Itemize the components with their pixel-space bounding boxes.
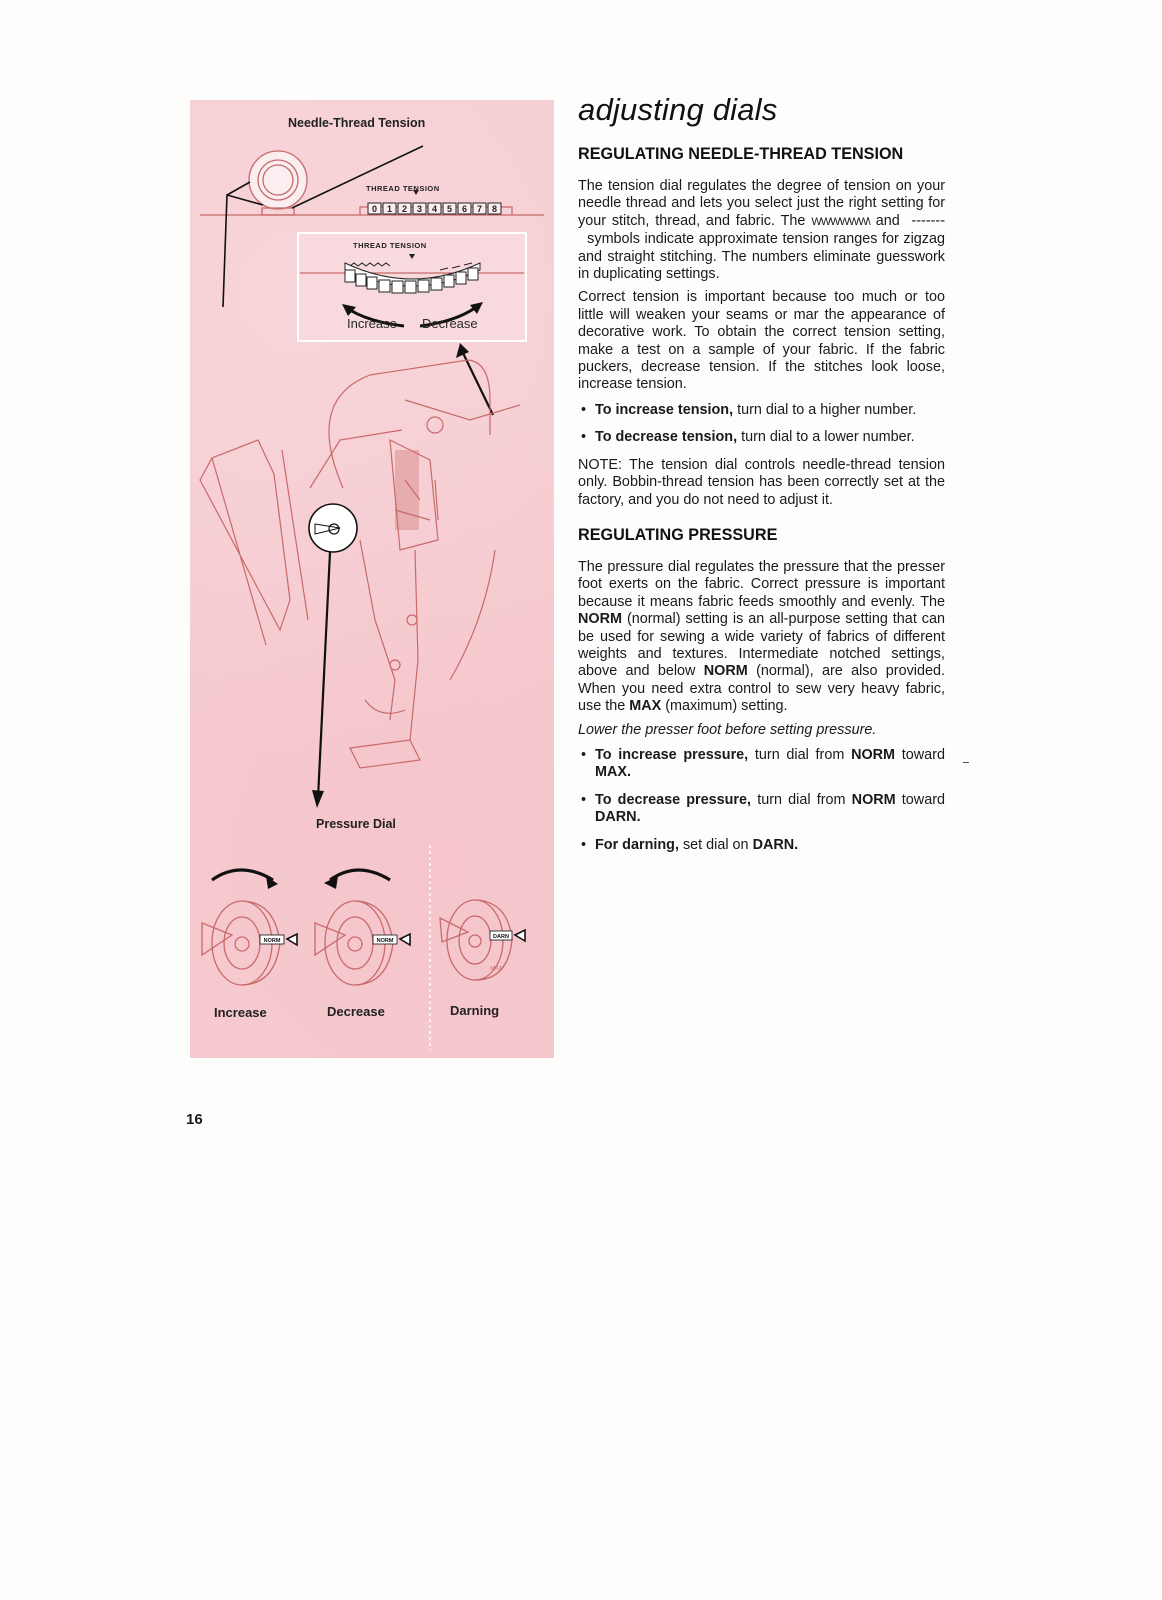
pressure-paragraph-1: The pressure dial regulates the pressure that the presser foot exerts on the fabric. Correct pressure is important because it means fabric feeds smoothly and evenly. The NORM (normal) setting is an all-purpose setting that can be used for sewing a wide variety of fabrics of different weights and textures. Intermediate notched settings, above and below NORM (normal), are also provided. When you need extra control to sew very heavy fabric, use the MAX (maximum) setting.: [578, 558, 945, 715]
tension-note: NOTE: The tension dial controls needle-thread tension only. Bobbin-thread tension has been correctly set at the factory, and you do not need to adjust it.: [578, 456, 945, 508]
svg-text:NORM: NORM: [263, 938, 281, 944]
svg-text:6: 6: [461, 204, 468, 214]
list-item: • To decrease pressure, turn dial from NORM toward DARN.: [578, 792, 945, 827]
thread-tension-label-top: THREAD TENSION: [366, 184, 440, 193]
zigzag-symbol: WWWWWW\: [811, 215, 870, 228]
inset-decrease-label: Decrease: [422, 316, 478, 331]
dial-label-darning: Darning: [450, 1003, 500, 1018]
tension-paragraph-2: Correct tension is important because too much or too little will weaken your seams or mar the appearance of decorative work. To obtain the correct tension setting, make a test on a sample of your fabric. If the fabric puckers, decrease tension. If the stitches look loose, increase tension.: [578, 289, 945, 393]
svg-text:1: 1: [386, 204, 393, 214]
svg-text:3: 3: [416, 204, 423, 214]
inset-increase-label: Increase: [347, 316, 397, 331]
text-column: [578, 92, 945, 864]
dial-label-decrease: Decrease: [327, 1004, 385, 1019]
svg-text:DARN: DARN: [493, 934, 509, 940]
page-title: adjusting dials: [578, 92, 778, 127]
pressure-italic-note: Lower the presser foot before setting pressure.: [578, 721, 877, 738]
svg-text:5: 5: [446, 204, 453, 214]
svg-text:NORM: NORM: [376, 938, 394, 944]
svg-text:4: 4: [431, 204, 438, 214]
list-item: • To decrease tension, turn dial to a lower number.: [578, 429, 945, 446]
dial-label-increase: Increase: [214, 1005, 267, 1020]
list-item: • To increase pressure, turn dial from NORM toward MAX.: [578, 747, 945, 782]
thread-tension-label-inset: THREAD TENSION: [353, 241, 427, 250]
scan-artifact: [963, 762, 969, 763]
section-heading-tension: REGULATING NEEDLE-THREAD TENSION: [578, 145, 904, 163]
tension-figure-title: Needle-Thread Tension: [288, 116, 426, 130]
svg-text:7: 7: [476, 204, 483, 214]
page-number: 16: [186, 1111, 203, 1128]
list-item: • For darning, set dial on DARN.: [578, 837, 945, 854]
machine-line-art: [200, 360, 520, 768]
straight-symbol: -------: [911, 212, 945, 229]
svg-text:0: 0: [371, 204, 378, 214]
pressure-figure-title: Pressure Dial: [316, 817, 396, 831]
pressure-bullet-list: [578, 747, 945, 854]
svg-text:MAX: MAX: [490, 966, 503, 972]
tension-paragraph-1: The tension dial regulates the degree of tension on your needle thread and lets you select just the right setting for your stitch, thread, and fabric. The WWWWWW\ and ------- symbols indicate approximate tension ranges for zigzag and straight stitching. The numbers eliminate guesswork in duplicating settings.: [578, 178, 946, 283]
illustration-panel: [190, 100, 554, 1058]
svg-text:2: 2: [401, 204, 408, 214]
section-heading-pressure: REGULATING PRESSURE: [578, 525, 778, 544]
svg-text:8: 8: [491, 204, 498, 214]
tension-bullet-list: [578, 402, 945, 447]
list-item: • To increase tension, turn dial to a higher number.: [578, 402, 945, 419]
section-tension: [578, 146, 945, 509]
section-pressure: [578, 527, 945, 854]
